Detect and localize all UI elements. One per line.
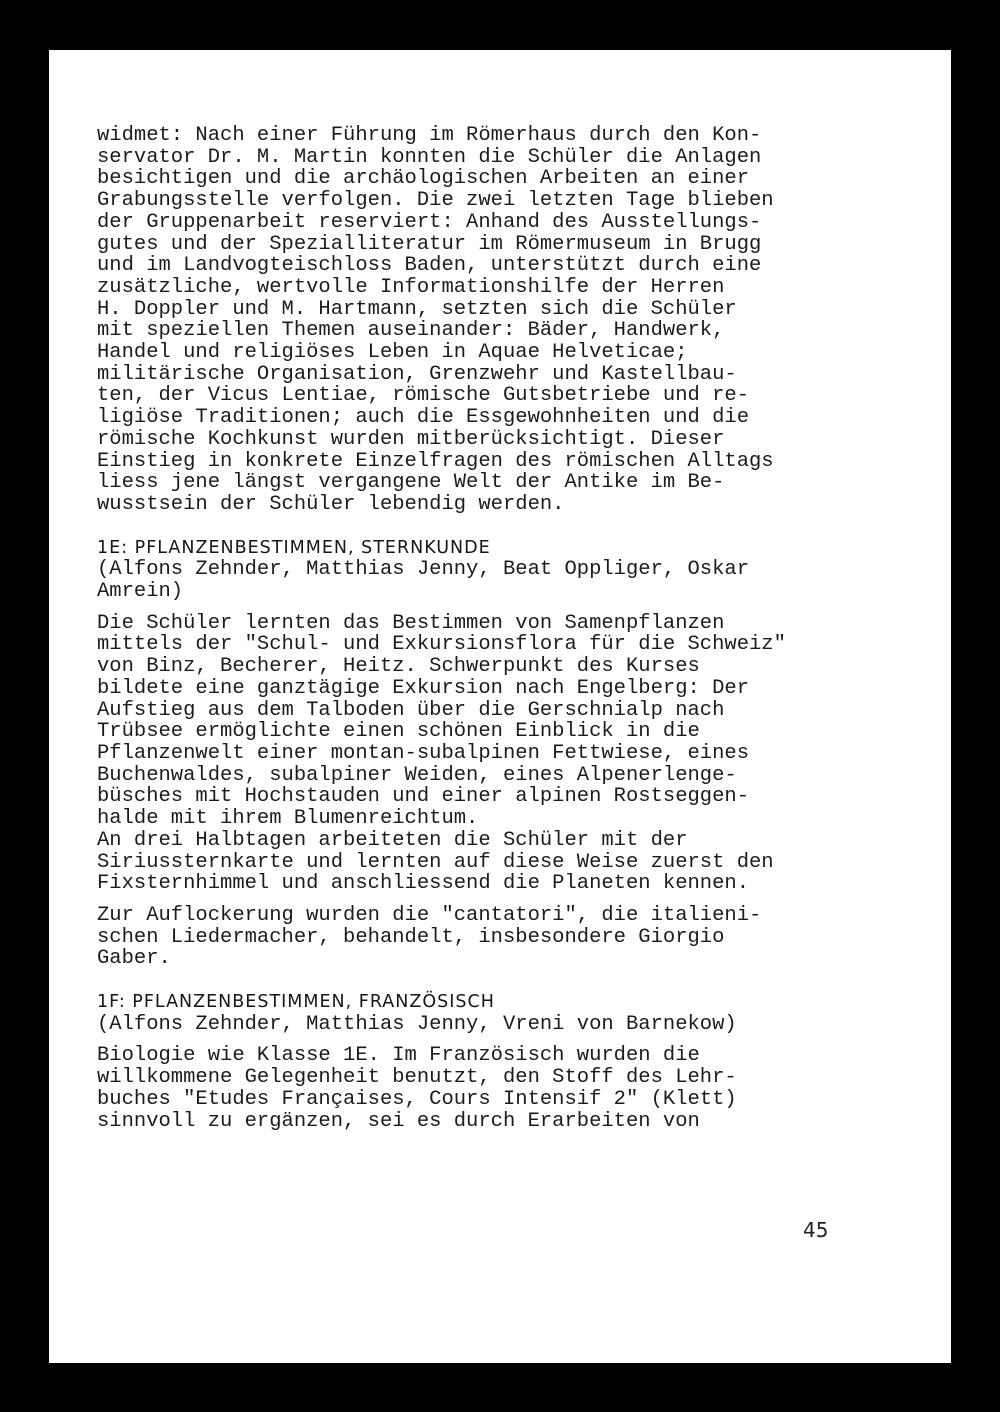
text-line: ligiöse Traditionen; auch die Essgewohnheiten und die [97,406,750,430]
page-text [97,125,822,1132]
text-line: und im Landvogteischloss Baden, unterstützt durch eine [97,254,762,278]
text-line: Biologie wie Klasse 1E. Im Französisch wurden die [97,1044,700,1068]
text-line: zusätzliche, wertvolle Informationshilfe der Herren [97,275,725,299]
section-heading: 1F: PFLANZENBESTIMMEN, FRANZÖSISCH [97,992,495,1013]
text-line: mit speziellen Themen auseinander: Bäder, Handwerk, [97,319,725,343]
text-line: gutes und der Spezialliteratur im Römermuseum in Brugg [97,232,762,256]
text-line: Handel und religiöses Leben in Aquae Helveticae; [97,341,688,365]
text-line: H. Doppler und M. Hartmann, setzten sich die Schüler [97,297,737,321]
text-line: bildete eine ganztägige Exkursion nach Engelberg: Der [97,676,750,700]
text-line: Aufstieg aus dem Talboden über die Gerschnialp nach [97,698,725,722]
text-line: Buchenwaldes, subalpiner Weiden, eines Alpenerlenge- [97,763,737,787]
teacher-line: Amrein) [97,580,184,604]
text-line: militärische Organisation, Grenzwehr und Kastellbau- [97,362,737,386]
text-line: willkommene Gelegenheit benutzt, den Stoff des Lehr- [97,1066,737,1090]
page-number: 45 [803,1218,829,1242]
text-line: Grabungsstelle verfolgen. Die zwei letzten Tage blieben [97,189,774,213]
section-1f [97,992,822,1132]
text-line: An drei Halbtagen arbeiteten die Schüler mit der [97,828,688,852]
text-line: halde mit ihrem Blumenreichtum. [97,807,479,831]
text-line: Fixsternhimmel und anschliessend die Planeten kennen. [97,872,750,896]
text-line: mittels der "Schul- und Exkursionsflora für die Schweiz" [97,633,786,657]
section-1e [97,538,822,970]
text-line: servator Dr. M. Martin konnten die Schüler die Anlagen [97,145,762,169]
text-line: ten, der Vicus Lentiae, römische Gutsbetriebe und re- [97,384,750,408]
section-heading: 1E: PFLANZENBESTIMMEN, STERNKUNDE [97,537,491,558]
text-line: buches "Etudes Françaises, Cours Intensif 2" (Klett) [97,1087,737,1111]
text-line: von Binz, Becherer, Heitz. Schwerpunkt des Kurses [97,655,700,679]
text-line: der Gruppenarbeit reserviert: Anhand des Ausstellungs- [97,210,762,234]
text-line: besichtigen und die archäologischen Arbeiten an einer [97,167,750,191]
text-line: Einstieg in konkrete Einzelfragen des römischen Alltags [97,449,774,473]
text-line: wusstsein der Schüler lebendig werden. [97,492,565,516]
teacher-line: (Alfons Zehnder, Matthias Jenny, Beat Oppliger, Oskar [97,558,750,582]
text-line: Die Schüler lernten das Bestimmen von Samenpflanzen [97,611,725,635]
text-line: widmet: Nach einer Führung im Römerhaus durch den Kon- [97,124,762,147]
text-line: büsches mit Hochstauden und einer alpinen Rostseggen- [97,785,750,809]
text-line: schen Liedermacher, behandelt, insbesondere Giorgio [97,925,725,949]
text-line: Zur Auflockerung wurden die "cantatori", die italieni- [97,903,762,927]
text-line: Pflanzenwelt einer montan-subalpinen Fettwiese, eines [97,741,750,765]
text-line: sinnvoll zu ergänzen, sei es durch Erarbeiten von [97,1109,700,1133]
paragraph-roman-excursion [97,125,822,516]
text-line: Gaber. [97,947,171,971]
text-line: Siriussternkarte und lernten auf diese Weise zuerst den [97,850,774,874]
text-line: liess jene längst vergangene Welt der Antike im Be- [97,471,725,495]
text-line: Trübsee ermöglichte einen schönen Einblick in die [97,720,700,744]
text-line: römische Kochkunst wurden mitberücksichtigt. Dieser [97,427,725,451]
teacher-line: (Alfons Zehnder, Matthias Jenny, Vreni von Barnekow) [97,1012,737,1036]
